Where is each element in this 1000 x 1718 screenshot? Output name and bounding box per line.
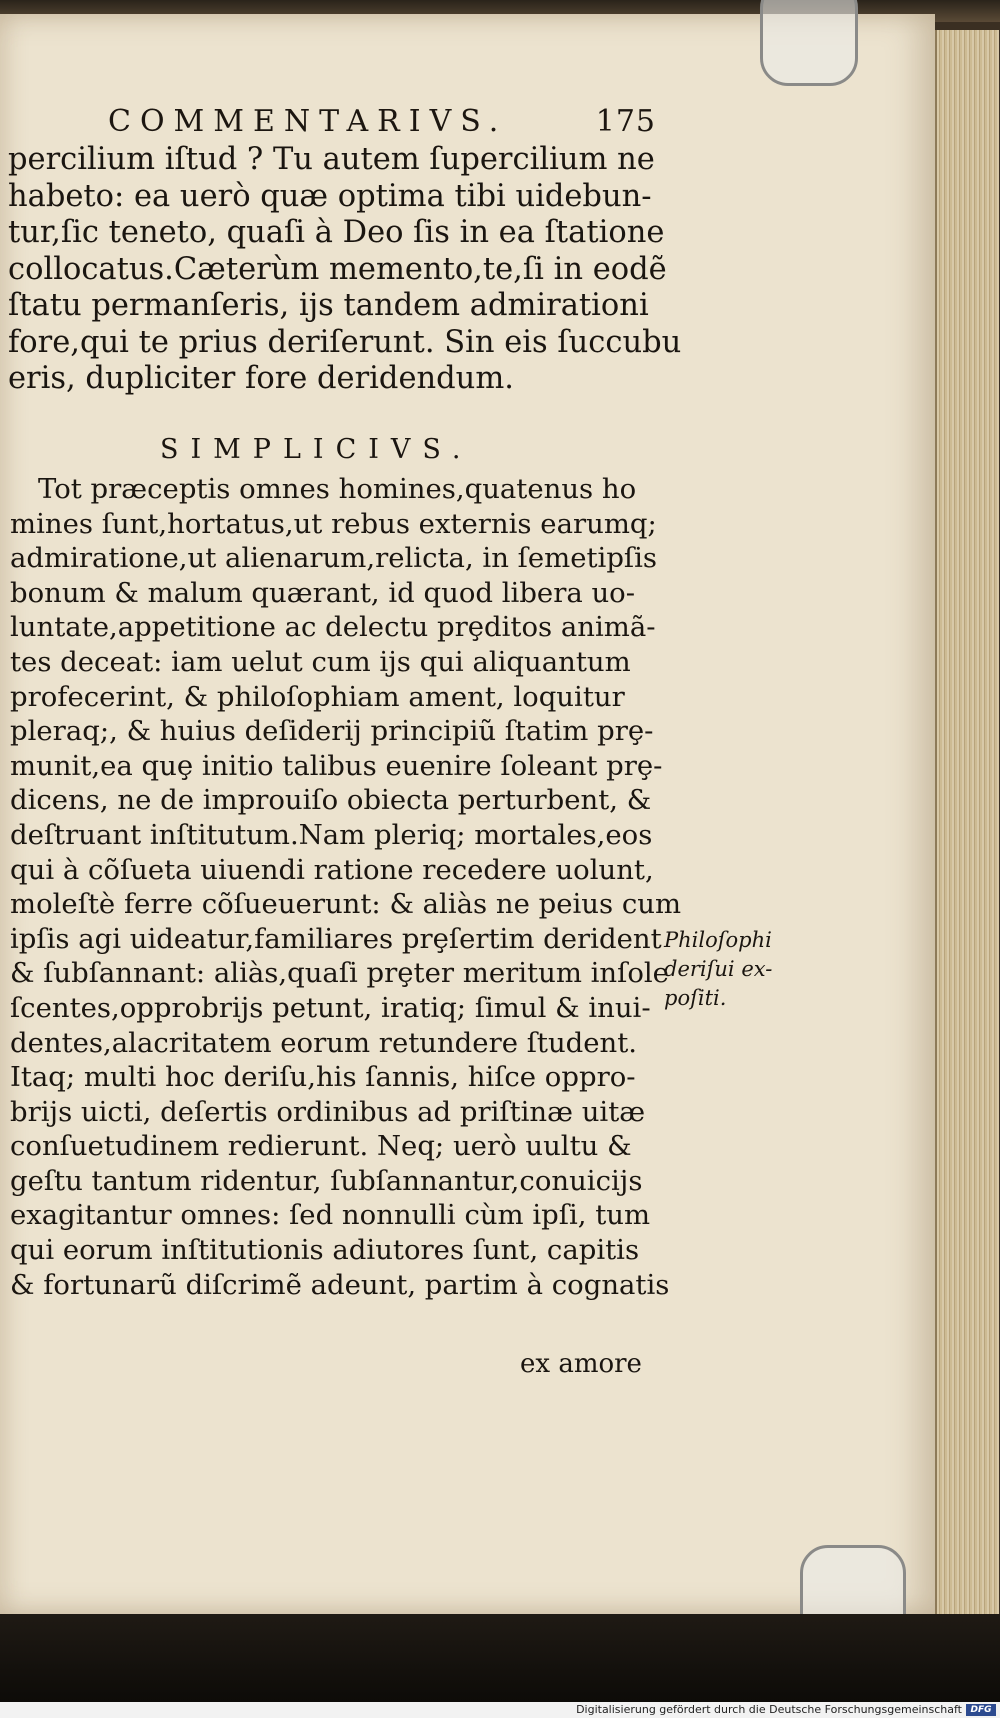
passage-text (8, 142, 682, 398)
commentary-line: munit,ea quȩ initio talibus euenire ſoleant prȩ- (10, 749, 663, 782)
running-title: COMMENTARIVS. (108, 104, 508, 139)
passage-line: tur,ſic teneto, quaſi à Deo ſis in ea ſtatione (8, 215, 665, 250)
commentary-line: brijs uicti, deſertis ordinibus ad priſtinæ uitæ (10, 1095, 646, 1128)
commentary-line: moleſtè ferre cõſueuerunt: & aliàs ne peius cum (10, 888, 682, 921)
catchword: ex amore (520, 1349, 642, 1379)
commentary-line: ipſis agi uideatur,familiares prȩſertim derident (10, 922, 662, 955)
commentary-line: deſtruant inſtitutum.Nam pleriq; mortales,eos (10, 818, 653, 851)
passage-line: ſtatu permanſeris, ijs tandem admirationi (8, 288, 649, 323)
passage-line: eris, dupliciter fore deridendum. (8, 361, 514, 396)
commentary-line: qui à cõſueta uiuendi ratione recedere uolunt, (10, 853, 654, 886)
book-page (0, 14, 935, 1614)
commentary-line: & ſubſannant: aliàs,quaſi prȩter meritum inſole (10, 957, 669, 990)
commentary-line: admiratione,ut alienarum,relicta, in ſemetipſis (10, 542, 658, 575)
commentary-line: dentes,alacritatem eorum retundere ſtudent. (10, 1026, 638, 1059)
commentary-line: qui eorum inſtitutionis adiutores ſunt, capitis (10, 1234, 640, 1267)
commentary-line: tes deceat: iam uelut cum ijs qui aliquantum (10, 645, 631, 678)
marginal-note (664, 926, 814, 1013)
commentary-line: pleraq;, & huius deſiderij principiũ ſtatim prȩ- (10, 715, 654, 748)
passage-line: collocatus.Cæterùm memento,te,ſi in eodẽ (8, 251, 667, 287)
commentary-line: ſcentes,opprobrijs petunt, iratiq; ſimul & inui- (10, 991, 651, 1024)
passage-line: fore,qui te prius deriſerunt. Sin eis ſuccubu (8, 324, 682, 360)
page-edges (935, 30, 999, 1620)
commentary-line: geſtu tantum ridentur, ſubſannantur,conuicijs (10, 1164, 643, 1197)
passage-line: percilium iſtud ? Tu autem ſupercilium ne (8, 142, 655, 177)
commentary-line: exagitantur omnes: ſed nonnulli cùm ipſi, tum (10, 1199, 651, 1232)
marginal-note-line: Philoſophi (664, 928, 772, 952)
scan-background-bottom (0, 1614, 1000, 1702)
footer-bar (0, 1702, 1000, 1718)
commentary-line: & fortunarũ diſcrimẽ adeunt, partim à cognatis (10, 1268, 670, 1301)
passage-line: habeto: ea uerò quæ optima tibi uidebun- (8, 178, 652, 214)
marginal-note-line: deriſui ex- (664, 957, 773, 981)
commentary-line: conſuetudinem redierunt. Neq; uerò uultu & (10, 1130, 632, 1163)
commentary-line: luntate,appetitione ac delectu prȩditos animã- (10, 611, 656, 644)
commentary-line: mines ſunt,hortatus,ut rebus externis earumq; (10, 507, 657, 540)
book-clip-top (760, 0, 858, 86)
marginal-note-line: poſiti. (664, 986, 727, 1010)
commentary-line: Itaq; multi hoc deriſu,his ſannis, hiſce oppro- (10, 1061, 636, 1094)
commentary-line: profecerint, & philoſophiam ament, loquitur (10, 680, 625, 713)
commentary-line: bonum & malum quærant, id quod libera uo- (10, 576, 636, 609)
section-heading: SIMPLICIVS. (160, 434, 473, 465)
page-number: 175 (595, 104, 656, 139)
digitization-credit: Digitalisierung gefördert durch die Deutsche Forschungsgemeinschaft (576, 1703, 962, 1716)
dfg-logo: DFG (966, 1704, 996, 1716)
commentary-line: Tot præceptis omnes homines,quatenus ho (38, 473, 637, 505)
commentary-line: dicens, ne de improuiſo obiecta perturbent, & (10, 784, 652, 817)
commentary-text (10, 472, 682, 1302)
